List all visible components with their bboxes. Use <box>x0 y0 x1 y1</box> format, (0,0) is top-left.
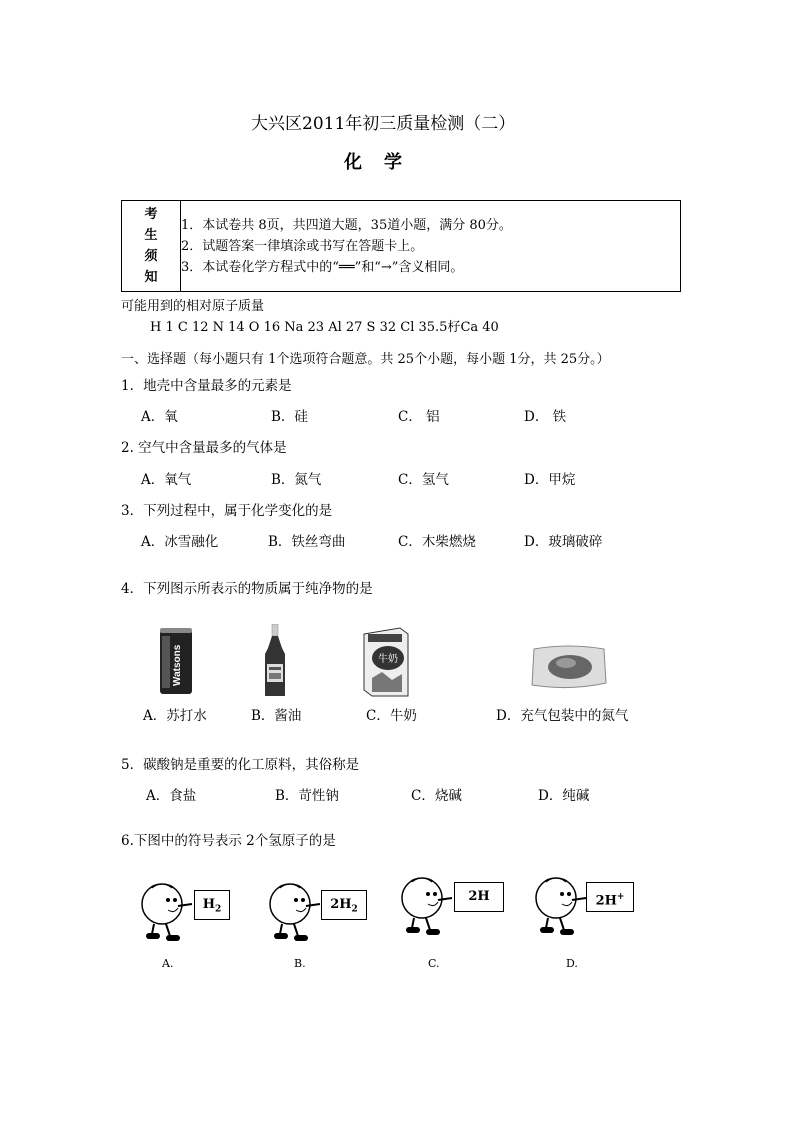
symbol-box-a: $H_2$ <box>194 890 230 920</box>
option: A．氧气 <box>141 472 192 488</box>
option: B．苛性钠 <box>275 788 339 804</box>
atomic-mass-values: H 1 C 12 N 14 O 16 Na 23 Al 27 S 32 Cl 35.5杍Ca 40 <box>150 320 499 335</box>
option: B．氮气 <box>271 472 322 488</box>
soy-sauce-bottle-image <box>262 624 288 698</box>
question-stem: 4．下列图示所表示的物质属于纯净物的是 <box>121 581 373 597</box>
option: C． 铝 <box>398 409 440 425</box>
option: A．食盐 <box>146 788 197 804</box>
figure-label: B. <box>294 957 306 970</box>
notice-item: 1．本试卷共 8页，共四道大题，35道小题，满分 80分。 <box>181 217 512 233</box>
option: C．木柴燃烧 <box>398 534 476 550</box>
question-stem: 2. 空气中含量最多的气体是 <box>121 440 287 456</box>
cartoon-figure-d <box>532 872 592 942</box>
milk-box-image <box>362 626 410 698</box>
exam-title: 大兴区2011年初三质量检测（二） <box>251 114 516 134</box>
symbol-box-d: 2H+ <box>586 882 634 912</box>
subject-title: 化学 <box>344 152 424 173</box>
notice-table <box>121 200 681 292</box>
milk-box-text: 牛奶 <box>378 654 398 665</box>
option: C．烧碱 <box>411 788 462 804</box>
option: C．牛奶 <box>366 708 417 724</box>
option: A．冰雪融化 <box>141 534 219 550</box>
cartoon-figure-c <box>398 872 458 942</box>
question-stem: 3．下列过程中，属于化学变化的是 <box>121 503 333 519</box>
figure-label: C. <box>428 957 440 970</box>
option: A．氧 <box>141 409 178 425</box>
symbol-box-b: $2H_2$ <box>321 890 367 920</box>
option: D．甲烷 <box>524 472 576 488</box>
notice-body <box>181 201 681 292</box>
option: D． 铁 <box>524 409 567 425</box>
option: B．铁丝弯曲 <box>268 534 346 550</box>
atomic-mass-heading: 可能用到的相对原子质量 <box>121 299 265 314</box>
cartoon-figure-b <box>266 878 326 948</box>
option: A．苏打水 <box>143 708 207 724</box>
option: C．氢气 <box>398 472 449 488</box>
soda-can-image <box>158 626 194 696</box>
question-stem: 1．地壳中含量最多的元素是 <box>121 378 292 394</box>
symbol-box-c: 2H <box>454 882 504 912</box>
option: B．硅 <box>271 409 308 425</box>
figure-label: D. <box>566 957 578 970</box>
option: D．纯碱 <box>538 788 590 804</box>
can-brand-text: Watsons <box>172 644 183 686</box>
notice-side-label: 考 生 须 知 <box>122 201 181 292</box>
question-stem: 6.下图中的符号表示 2个氢原子的是 <box>121 833 336 849</box>
option: B．酱油 <box>251 708 302 724</box>
question-stem: 5．碳酸钠是重要的化工原料，其俗称是 <box>121 757 360 773</box>
section-heading: 一、选择题（每小题只有 1个选项符合题意。共 25个小题，每小题 1分，共 25分。） <box>121 352 610 367</box>
cartoon-figure-a <box>138 878 198 948</box>
notice-item: 2．试题答案一律填涂或书写在答题卡上。 <box>181 238 424 254</box>
option: D．充气包装中的氮气 <box>496 708 629 724</box>
notice-item: 3．本试卷化学方程式中的“══”和“→”含义相同。 <box>181 259 464 275</box>
option: D．玻璃破碎 <box>524 534 603 550</box>
air-pack-bag-image <box>530 643 608 691</box>
figure-label: A. <box>162 957 174 970</box>
